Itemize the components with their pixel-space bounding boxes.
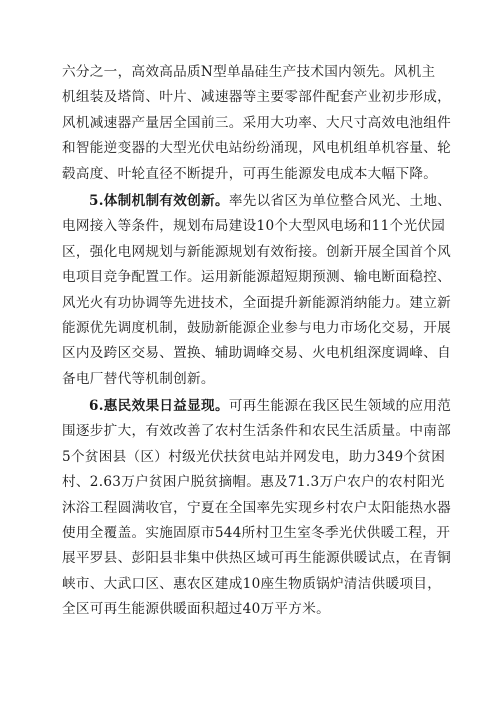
text-line: 区，强化电网规划与新能源规划有效衔接。创新开展全国首个风 [62, 243, 452, 260]
section-6-paragraph [62, 394, 452, 623]
text-line: 展平罗县、彭阳县非集中供热区域可再生能源供暖试点，在青铜 [62, 550, 452, 567]
text-line: 六分之一，高效高品质N型单晶硅生产技术国内领先。风机主 [62, 64, 436, 80]
intro-paragraph [62, 60, 452, 187]
text-line: 5个贫困县（区）村级光伏扶贫电站并网发电，助力349个贫困 [62, 448, 446, 465]
text-line: 机组装及塔筒、叶片、减速器等主要零部件配套产业初步形成， [62, 89, 452, 106]
section-5-first-line [62, 189, 452, 214]
section-5-paragraph [62, 189, 452, 392]
text-line: 能源优先调度机制，鼓励新能源企业参与电力市场化交易，开展 [62, 319, 452, 336]
text-line: 全区可再生能源供暖面积超过40万平方米。 [62, 601, 330, 618]
text-line: 围逐步扩大，有效改善了农村生活条件和农民生活质量。中南部 [62, 423, 452, 440]
text-line: 和智能逆变器的大型光伏电站纷纷涌现，风电机组单机容量、轮 [62, 140, 452, 157]
text-line: 峡市、大武口区、惠农区建成10座生物质锅炉清洁供暖项目， [62, 575, 442, 592]
text-line: 备电厂替代等机制创新。 [62, 370, 215, 387]
text-line: 沐浴工程圆满收官，宁夏在全国率先实现乡村农户太阳能热水器 [62, 499, 452, 516]
section-6-first-line [62, 394, 452, 419]
section-5-first-line-text: 率先以省区为单位整合风光、土地、 [228, 192, 452, 209]
text-line: 电网接入等条件，规划布局建设10个大型风电场和11个光伏园 [62, 218, 446, 235]
text-line: 村、2.63万户贫困户脱贫摘帽。惠及71.3万户农户的农村阳光 [62, 474, 445, 491]
text-line: 毂高度、叶轮直径不断提升，可再生能源发电成本大幅下降。 [62, 165, 438, 182]
section-6-first-line-text: 可再生能源在我区民生领域的应用范 [228, 398, 452, 415]
text-line: 风机减速器产量居全国前三。采用大功率、大尺寸高效电池组件 [62, 114, 452, 131]
text-line: 使用全覆盖。实施固原市544所村卫生室冬季光伏供暖工程，开 [62, 525, 451, 542]
text-line: 区内及跨区交易、置换、辅助调峰交易、火电机组深度调峰、自 [62, 345, 452, 362]
text-line: 电项目竞争配置工作。运用新能源超短期预测、输电断面稳控、 [62, 269, 452, 286]
section-5-heading: 5.体制机制有效创新。 [89, 192, 229, 209]
text-line: 风光火有功协调等先进技术，全面提升新能源消纳能力。建立新 [62, 294, 452, 311]
section-6-heading: 6.惠民效果日益显现。 [89, 398, 229, 415]
